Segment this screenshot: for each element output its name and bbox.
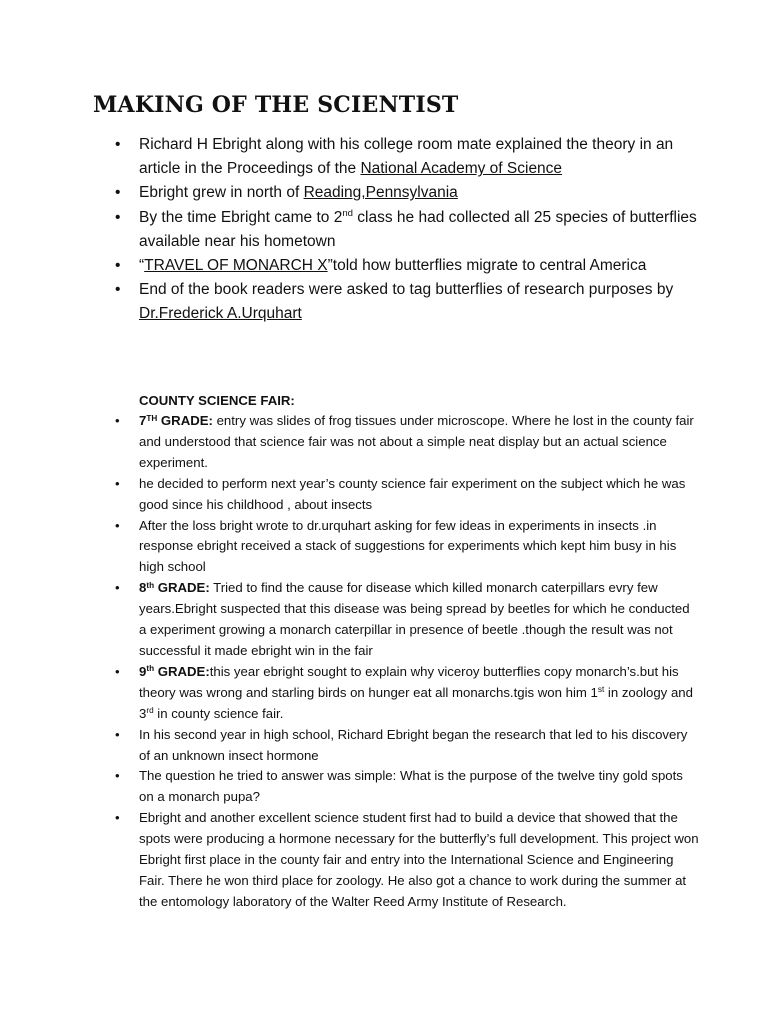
- link-national-academy: National Academy of Science: [360, 160, 563, 178]
- list-item: • Ebright grew in north of Reading,Pennsylvania: [139, 181, 699, 205]
- page-title: MAKING OF THE SCIENTIST: [93, 92, 459, 118]
- grade-label: 9th GRADE:: [139, 663, 210, 679]
- link-frederick-urquhart: Dr.Frederick A.Urquhart: [139, 305, 302, 323]
- grade-label: 7TH GRADE:: [139, 413, 213, 428]
- list-item: • End of the book readers were asked to tag butterflies of research purposes by Dr.Frederick A.Urquhart: [139, 278, 699, 326]
- fair-list: [139, 411, 699, 913]
- list-item: • he decided to perform next year’s county science fair experiment on the subject which he was good since his childhood , about insects: [139, 474, 699, 516]
- intro-list: [139, 133, 699, 327]
- list-item: • In his second year in high school, Richard Ebright began the research that led to his discovery of an unknown insect hormone: [139, 725, 699, 767]
- list-item: • “TRAVEL OF MONARCH X”told how butterflies migrate to central America: [139, 254, 699, 278]
- grade-label: 8th GRADE:: [139, 580, 210, 596]
- list-item: • By the time Ebright came to 2nd class he had collected all 25 species of butterflies available near his hometown: [139, 206, 699, 254]
- list-item: • Ebright and another excellent science student first had to build a device that showed that the spots were producing a hormone necessary for the butterfly’s full development. This project won Ebright first place in the county fair and entry into the International Science and Engineering Fair. There he won third place for zoology. He also got a chance to work during the summer at the entomology laboratory of the Walter Reed Army Institute of Research.: [139, 808, 699, 913]
- list-item: • Richard H Ebright along with his college room mate explained the theory in an article in the Proceedings of the National Academy of Science: [139, 133, 699, 181]
- list-item: • 8th GRADE: Tried to find the cause for disease which killed monarch caterpillars evry few years.Ebright suspected that this disease was being spread by beetles for which he conducted a experiment growing a monarch caterpillar in presence of beetle .though the result was not successful it made ebright win in the fair: [139, 578, 699, 662]
- link-travel-of-monarch-x: TRAVEL OF MONARCH X: [144, 257, 328, 275]
- section-heading: COUNTY SCIENCE FAIR:: [139, 393, 295, 408]
- list-item: • 7TH GRADE: entry was slides of frog tissues under microscope. Where he lost in the county fair and understood that science fair was not about a simple neat display but an actual science experiment.: [139, 411, 699, 474]
- list-item: • The question he tried to answer was simple: What is the purpose of the twelve tiny gold spots on a monarch pupa?: [139, 766, 699, 808]
- link-reading-pennsylvania: Reading,Pennsylvania: [303, 184, 458, 202]
- list-item: • 9th GRADE:this year ebright sought to explain why viceroy butterflies copy monarch’s.but his theory was wrong and starling birds on hunger eat all monarchs.tgis won him 1st in zoology and 3rd in county science fair.: [139, 662, 699, 725]
- list-item: • After the loss bright wrote to dr.urquhart asking for few ideas in experiments in insects .in response ebright received a stack of suggestions for experiments which kept him busy in his high school: [139, 516, 699, 579]
